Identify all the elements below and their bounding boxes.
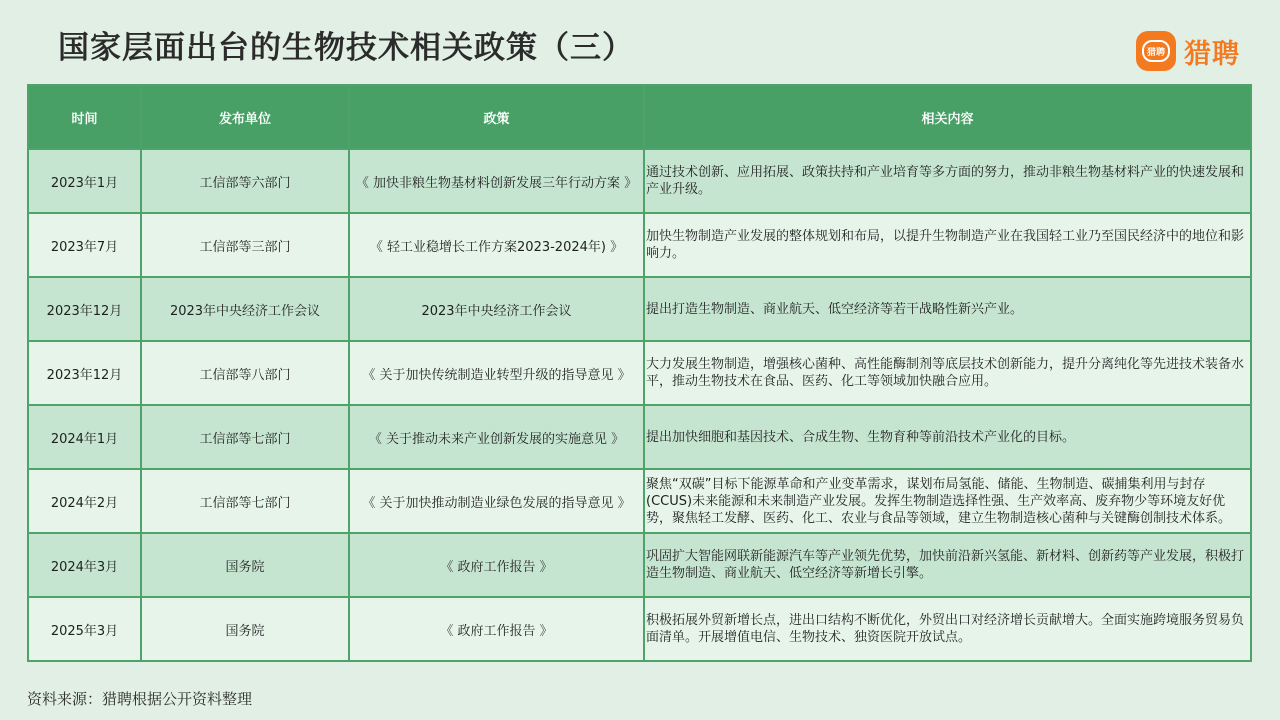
page-title: 国家层面出台的生物技术相关政策（三） — [58, 30, 634, 66]
cell-issuer: 工信部等七部门 — [141, 405, 349, 469]
cell-time: 2024年3月 — [28, 533, 141, 597]
cell-content: 加快生物制造产业发展的整体规划和布局，以提升生物制造产业在我国轻工业乃至国民经济中的地位和影响力。 — [644, 213, 1251, 277]
cell-policy: 《 轻工业稳增长工作方案2023-2024年) 》 — [349, 213, 644, 277]
cell-content: 大力发展生物制造，增强核心菌种、高性能酶制剂等底层技术创新能力，提升分离纯化等先进技术装备水平，推动生物技术在食品、医药、化工等领域加快融合应用。 — [644, 341, 1251, 405]
header-content: 相关内容 — [644, 85, 1251, 149]
cell-issuer: 国务院 — [141, 597, 349, 661]
cell-issuer: 工信部等八部门 — [141, 341, 349, 405]
cell-issuer: 国务院 — [141, 533, 349, 597]
table-header-row — [28, 85, 1251, 149]
cell-issuer: 工信部等七部门 — [141, 469, 349, 533]
cell-time: 2025年3月 — [28, 597, 141, 661]
cell-time: 2024年1月 — [28, 405, 141, 469]
cell-issuer: 2023年中央经济工作会议 — [141, 277, 349, 341]
cell-time: 2023年12月 — [28, 341, 141, 405]
policy-table — [27, 84, 1252, 662]
cell-time: 2023年1月 — [28, 149, 141, 213]
cell-content: 聚焦“双碳”目标下能源革命和产业变革需求，谋划布局氢能、储能、生物制造、碳捕集利用与封存(CCUS)未来能源和未来制造产业发展。发挥生物制造选择性强、生产效率高、废弃物少等环境友好优势，聚焦轻工发酵、医药、化工、农业与食品等领域，建立生物制造核心菌种与关键酶创制技术体系。 — [644, 469, 1251, 533]
cell-issuer: 工信部等六部门 — [141, 149, 349, 213]
cell-policy: 《 关于加快推动制造业绿色发展的指导意见 》 — [349, 469, 644, 533]
logo-badge-text: 猎聘 — [1142, 40, 1170, 62]
header-issuer: 发布单位 — [141, 85, 349, 149]
cell-policy: 《 政府工作报告 》 — [349, 533, 644, 597]
cell-content: 巩固扩大智能网联新能源汽车等产业领先优势，加快前沿新兴氢能、新材料、创新药等产业发展，积极打造生物制造、商业航天、低空经济等新增长引擎。 — [644, 533, 1251, 597]
table-row — [28, 469, 1251, 533]
cell-policy: 《 政府工作报告 》 — [349, 597, 644, 661]
logo-brand-text: 猎聘 — [1184, 38, 1240, 70]
cell-time: 2024年2月 — [28, 469, 141, 533]
cell-content: 积极拓展外贸新增长点，进出口结构不断优化，外贸出口对经济增长贡献增大。全面实施跨境服务贸易负面清单。开展增值电信、生物技术、独资医院开放试点。 — [644, 597, 1251, 661]
cell-issuer: 工信部等三部门 — [141, 213, 349, 277]
cell-policy: 《 关于加快传统制造业转型升级的指导意见 》 — [349, 341, 644, 405]
cell-policy: 《 关于推动未来产业创新发展的实施意见 》 — [349, 405, 644, 469]
liepin-logo-icon — [1136, 31, 1176, 71]
table-row — [28, 405, 1251, 469]
cell-content: 提出加快细胞和基因技术、合成生物、生物育种等前沿技术产业化的目标。 — [644, 405, 1251, 469]
cell-content: 通过技术创新、应用拓展、政策扶持和产业培育等多方面的努力，推动非粮生物基材料产业的快速发展和产业升级。 — [644, 149, 1251, 213]
table-row — [28, 213, 1251, 277]
table-row — [28, 341, 1251, 405]
header-policy: 政策 — [349, 85, 644, 149]
table-row — [28, 597, 1251, 661]
cell-time: 2023年12月 — [28, 277, 141, 341]
cell-time: 2023年7月 — [28, 213, 141, 277]
table-row — [28, 533, 1251, 597]
cell-content: 提出打造生物制造、商业航天、低空经济等若干战略性新兴产业。 — [644, 277, 1251, 341]
header-time: 时间 — [28, 85, 141, 149]
table-row — [28, 149, 1251, 213]
source-note: 资料来源：猎聘根据公开资料整理 — [27, 690, 253, 708]
cell-policy: 2023年中央经济工作会议 — [349, 277, 644, 341]
cell-policy: 《 加快非粮生物基材料创新发展三年行动方案 》 — [349, 149, 644, 213]
brand-logo — [1136, 31, 1240, 71]
table-row — [28, 277, 1251, 341]
